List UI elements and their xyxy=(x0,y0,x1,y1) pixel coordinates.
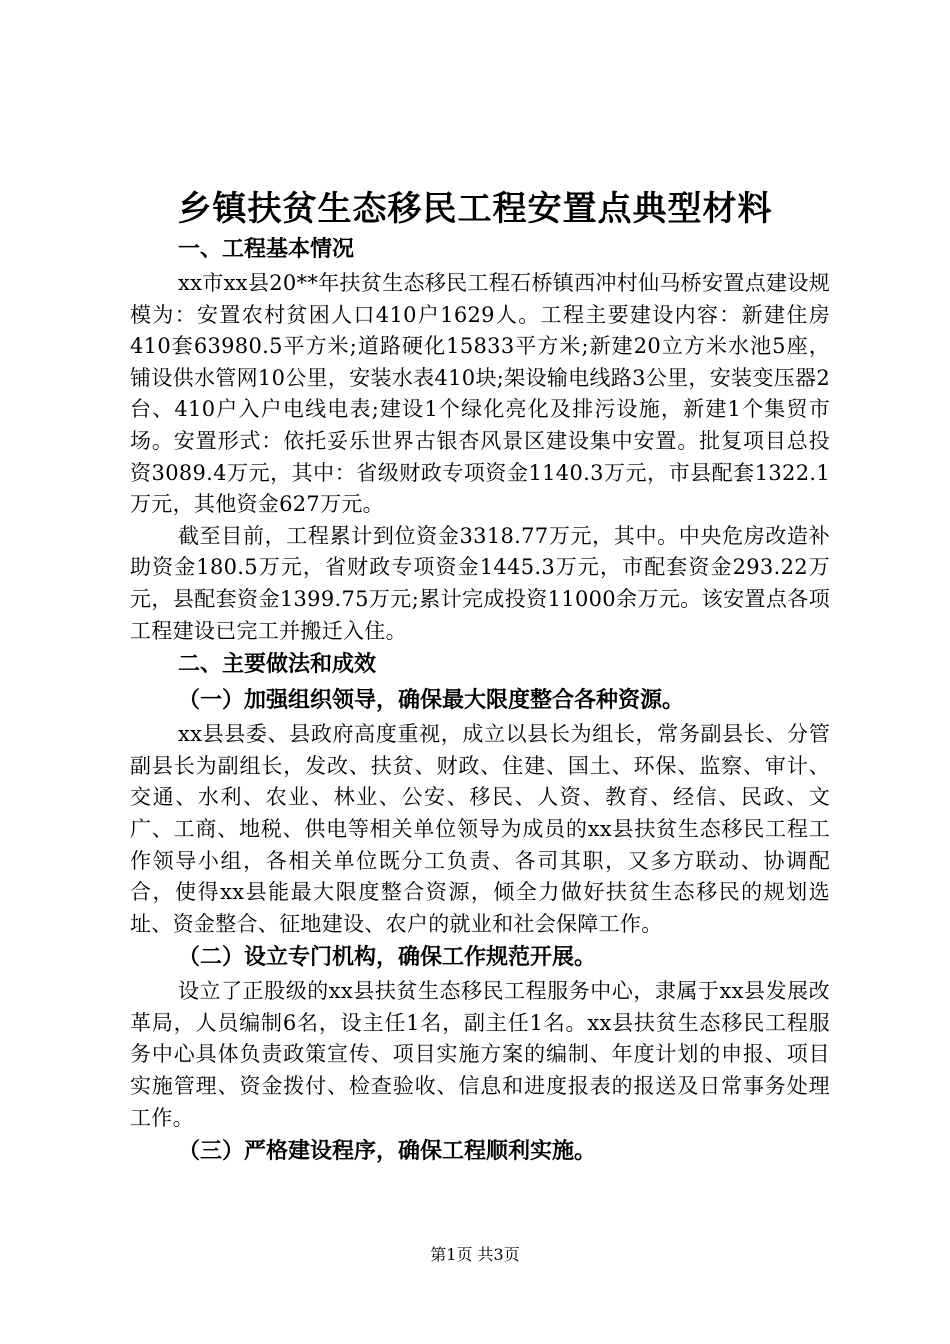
paragraph-project-scale: xx市xx县20**年扶贫生态移民工程石桥镇西冲村仙马桥安置点建设规模为：安置农村贫困人口410户1629人。工程主要建设内容：新建住房410套63980.5平方米;道路硬化15833平方米;新建20立方米水池5座，铺设供水管网10公里，安装水表410块;架设输电线路3公里，安装变压器2台、410户入户电线电表;建设1个绿化亮化及排污设施，新建1个集贸市场。安置形式：依托妥乐世界古银杏风景区建设集中安置。批复项目总投资3089.4万元，其中：省级财政专项资金1140.3万元，市县配套1322.1万元，其他资金627万元。 xyxy=(130,271,830,517)
paragraph-agency: 设立了正股级的xx县扶贫生态移民工程服务中心，隶属于xx县发展改革局，人员编制6名，设主任1名，副主任1名。xx县扶贫生态移民工程服务中心具体负责政策宣传、项目实施方案的编制、年度计划的申报、项目实施管理、资金拨付、检查验收、信息和进度报表的报送及日常事务处理工作。 xyxy=(130,979,830,1130)
paragraph-funding-progress: 截至目前，工程累计到位资金3318.77万元，其中。中央危房改造补助资金180.5万元，省财政专项资金1445.3万元，市配套资金293.22万元，县配套资金1399.75万元;累计完成投资11000余万元。该安置点各项工程建设已完工并搬迁入住。 xyxy=(130,523,830,643)
section-heading-methods: 二、主要做法和成效 xyxy=(178,652,377,678)
section-heading-basic-info: 一、工程基本情况 xyxy=(178,237,355,262)
subsection-heading-leadership: （一）加强组织领导，确保最大限度整合各种资源。 xyxy=(178,688,685,714)
subsection-heading-agency: （二）设立专门机构，确保工作规范开展。 xyxy=(178,945,597,971)
document-body xyxy=(130,232,830,1170)
document-title: 乡镇扶贫生态移民工程安置点典型材料 xyxy=(177,189,773,229)
paragraph-leadership: xx县县委、县政府高度重视，成立以县长为组长，常务副县长、分管副县长为副组长，发改、扶贫、财政、住建、国土、环保、监察、审计、交通、水利、农业、林业、公安、移民、人资、教育、经信、民政、文广、工商、地税、供电等相关单位领导为成员的xx县扶贫生态移民工程工作领导小组，各相关单位既分工负责、各司其职，又多方联动、协调配合，使得xx县能最大限度整合资源，倾全力做好扶贫生态移民的规划选址、资金整合、征地建设、农户的就业和社会保障工作。 xyxy=(130,722,830,936)
subsection-heading-procedure: （三）严格建设程序，确保工程顺利实施。 xyxy=(178,1139,597,1165)
page-number-footer: 第1页 共3页 xyxy=(430,1245,520,1264)
